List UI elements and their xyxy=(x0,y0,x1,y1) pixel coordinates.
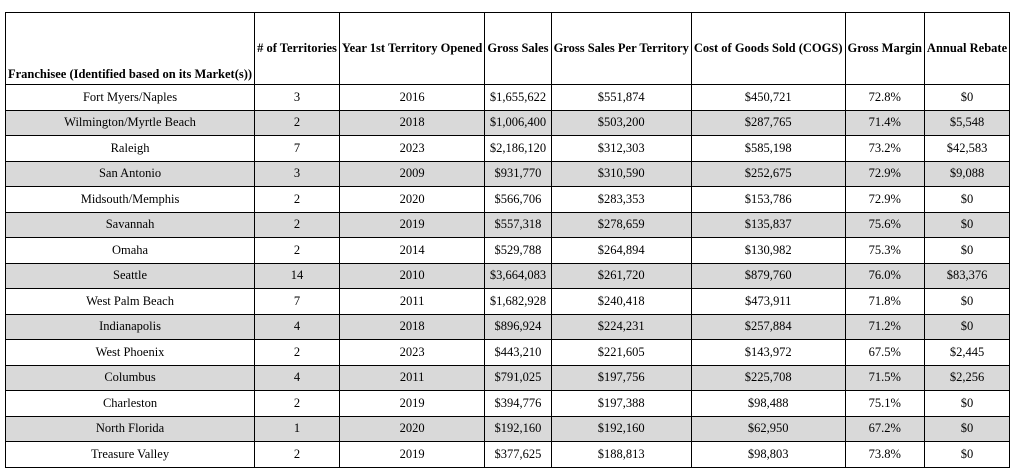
cell-gross-sales: $443,210 xyxy=(485,340,551,366)
header-gross-sales-per-territory: Gross Sales Per Territory xyxy=(551,13,691,85)
cell-year-opened: 2018 xyxy=(339,314,484,340)
header-year-opened: Year 1st Territory Opened xyxy=(339,13,484,85)
cell-gross-margin: 71.2% xyxy=(845,314,924,340)
cell-cogs: $98,803 xyxy=(691,442,845,468)
cell-gross-sales-per-territory: $310,590 xyxy=(551,161,691,187)
cell-annual-rebate: $9,088 xyxy=(924,161,1009,187)
cell-gross-margin: 71.4% xyxy=(845,110,924,136)
cell-annual-rebate: $0 xyxy=(924,314,1009,340)
table-header xyxy=(6,13,1010,85)
cell-annual-rebate: $0 xyxy=(924,289,1009,315)
table-row xyxy=(6,161,1010,187)
cell-cogs: $225,708 xyxy=(691,365,845,391)
cell-gross-margin: 75.6% xyxy=(845,212,924,238)
cell-annual-rebate: $83,376 xyxy=(924,263,1009,289)
cell-territories: 7 xyxy=(255,136,340,162)
header-franchisee: Franchisee (Identified based on its Market(s)) xyxy=(6,13,255,85)
cell-gross-sales: $566,706 xyxy=(485,187,551,213)
cell-year-opened: 2019 xyxy=(339,212,484,238)
franchisee-table xyxy=(5,12,1010,468)
cell-gross-margin: 73.2% xyxy=(845,136,924,162)
cell-annual-rebate: $42,583 xyxy=(924,136,1009,162)
cell-market: Treasure Valley xyxy=(6,442,255,468)
cell-territories: 3 xyxy=(255,161,340,187)
cell-territories: 2 xyxy=(255,212,340,238)
cell-territories: 4 xyxy=(255,365,340,391)
cell-territories: 1 xyxy=(255,416,340,442)
cell-market: Charleston xyxy=(6,391,255,417)
table-row xyxy=(6,110,1010,136)
cell-gross-margin: 75.3% xyxy=(845,238,924,264)
cell-gross-sales-per-territory: $278,659 xyxy=(551,212,691,238)
cell-market: Fort Myers/Naples xyxy=(6,85,255,111)
table-row xyxy=(6,238,1010,264)
table-row xyxy=(6,314,1010,340)
cell-gross-margin: 67.5% xyxy=(845,340,924,366)
cell-market: West Phoenix xyxy=(6,340,255,366)
cell-territories: 7 xyxy=(255,289,340,315)
header-row xyxy=(6,13,1010,85)
table-row xyxy=(6,212,1010,238)
cell-cogs: $252,675 xyxy=(691,161,845,187)
cell-cogs: $153,786 xyxy=(691,187,845,213)
cell-territories: 2 xyxy=(255,442,340,468)
cell-year-opened: 2011 xyxy=(339,289,484,315)
cell-year-opened: 2020 xyxy=(339,187,484,213)
cell-gross-sales-per-territory: $197,756 xyxy=(551,365,691,391)
cell-annual-rebate: $5,548 xyxy=(924,110,1009,136)
cell-cogs: $135,837 xyxy=(691,212,845,238)
cell-gross-margin: 71.8% xyxy=(845,289,924,315)
cell-year-opened: 2014 xyxy=(339,238,484,264)
cell-gross-sales-per-territory: $240,418 xyxy=(551,289,691,315)
cell-cogs: $130,982 xyxy=(691,238,845,264)
cell-gross-sales: $1,655,622 xyxy=(485,85,551,111)
cell-cogs: $879,760 xyxy=(691,263,845,289)
cell-gross-sales-per-territory: $503,200 xyxy=(551,110,691,136)
header-gross-sales: Gross Sales xyxy=(485,13,551,85)
cell-annual-rebate: $0 xyxy=(924,85,1009,111)
cell-market: West Palm Beach xyxy=(6,289,255,315)
cell-market: Seattle xyxy=(6,263,255,289)
cell-annual-rebate: $2,445 xyxy=(924,340,1009,366)
cell-territories: 2 xyxy=(255,187,340,213)
header-annual-rebate: Annual Rebate xyxy=(924,13,1009,85)
cell-annual-rebate: $0 xyxy=(924,238,1009,264)
cell-gross-sales: $3,664,083 xyxy=(485,263,551,289)
cell-cogs: $62,950 xyxy=(691,416,845,442)
cell-gross-sales: $931,770 xyxy=(485,161,551,187)
cell-market: Indianapolis xyxy=(6,314,255,340)
cell-gross-sales-per-territory: $261,720 xyxy=(551,263,691,289)
cell-annual-rebate: $0 xyxy=(924,187,1009,213)
cell-market: North Florida xyxy=(6,416,255,442)
header-territories: # of Territories xyxy=(255,13,340,85)
cell-gross-sales: $557,318 xyxy=(485,212,551,238)
cell-cogs: $585,198 xyxy=(691,136,845,162)
cell-gross-margin: 67.2% xyxy=(845,416,924,442)
cell-gross-margin: 72.9% xyxy=(845,187,924,213)
cell-market: Raleigh xyxy=(6,136,255,162)
cell-gross-sales-per-territory: $264,894 xyxy=(551,238,691,264)
table-row xyxy=(6,85,1010,111)
cell-gross-sales: $377,625 xyxy=(485,442,551,468)
cell-territories: 14 xyxy=(255,263,340,289)
cell-cogs: $450,721 xyxy=(691,85,845,111)
cell-gross-sales-per-territory: $551,874 xyxy=(551,85,691,111)
cell-gross-margin: 75.1% xyxy=(845,391,924,417)
cell-market: Wilmington/Myrtle Beach xyxy=(6,110,255,136)
cell-year-opened: 2009 xyxy=(339,161,484,187)
cell-annual-rebate: $0 xyxy=(924,391,1009,417)
cell-territories: 2 xyxy=(255,238,340,264)
cell-gross-margin: 71.5% xyxy=(845,365,924,391)
cell-territories: 2 xyxy=(255,391,340,417)
cell-year-opened: 2011 xyxy=(339,365,484,391)
header-cogs: Cost of Goods Sold (COGS) xyxy=(691,13,845,85)
cell-market: San Antonio xyxy=(6,161,255,187)
cell-gross-sales: $192,160 xyxy=(485,416,551,442)
cell-annual-rebate: $0 xyxy=(924,442,1009,468)
header-gross-margin: Gross Margin xyxy=(845,13,924,85)
table-row xyxy=(6,187,1010,213)
cell-territories: 3 xyxy=(255,85,340,111)
cell-gross-sales-per-territory: $224,231 xyxy=(551,314,691,340)
cell-annual-rebate: $0 xyxy=(924,416,1009,442)
cell-cogs: $473,911 xyxy=(691,289,845,315)
cell-market: Omaha xyxy=(6,238,255,264)
cell-year-opened: 2018 xyxy=(339,110,484,136)
cell-territories: 2 xyxy=(255,110,340,136)
cell-gross-sales-per-territory: $221,605 xyxy=(551,340,691,366)
cell-annual-rebate: $2,256 xyxy=(924,365,1009,391)
table-row xyxy=(6,136,1010,162)
cell-gross-margin: 73.8% xyxy=(845,442,924,468)
cell-year-opened: 2016 xyxy=(339,85,484,111)
cell-gross-sales-per-territory: $188,813 xyxy=(551,442,691,468)
table-row xyxy=(6,340,1010,366)
cell-market: Savannah xyxy=(6,212,255,238)
cell-gross-margin: 72.8% xyxy=(845,85,924,111)
cell-cogs: $287,765 xyxy=(691,110,845,136)
cell-gross-sales: $529,788 xyxy=(485,238,551,264)
cell-year-opened: 2020 xyxy=(339,416,484,442)
cell-gross-sales: $1,006,400 xyxy=(485,110,551,136)
table-row xyxy=(6,416,1010,442)
cell-gross-margin: 76.0% xyxy=(845,263,924,289)
cell-gross-sales: $1,682,928 xyxy=(485,289,551,315)
cell-territories: 4 xyxy=(255,314,340,340)
cell-territories: 2 xyxy=(255,340,340,366)
cell-gross-sales-per-territory: $197,388 xyxy=(551,391,691,417)
cell-market: Columbus xyxy=(6,365,255,391)
cell-gross-margin: 72.9% xyxy=(845,161,924,187)
cell-gross-sales: $394,776 xyxy=(485,391,551,417)
table-row xyxy=(6,365,1010,391)
cell-gross-sales-per-territory: $312,303 xyxy=(551,136,691,162)
table-row xyxy=(6,442,1010,468)
cell-gross-sales-per-territory: $192,160 xyxy=(551,416,691,442)
cell-gross-sales: $896,924 xyxy=(485,314,551,340)
cell-market: Midsouth/Memphis xyxy=(6,187,255,213)
cell-cogs: $257,884 xyxy=(691,314,845,340)
cell-annual-rebate: $0 xyxy=(924,212,1009,238)
cell-cogs: $143,972 xyxy=(691,340,845,366)
cell-gross-sales: $791,025 xyxy=(485,365,551,391)
cell-year-opened: 2019 xyxy=(339,391,484,417)
cell-year-opened: 2023 xyxy=(339,136,484,162)
cell-gross-sales-per-territory: $283,353 xyxy=(551,187,691,213)
table-row xyxy=(6,263,1010,289)
cell-cogs: $98,488 xyxy=(691,391,845,417)
cell-year-opened: 2019 xyxy=(339,442,484,468)
cell-gross-sales: $2,186,120 xyxy=(485,136,551,162)
cell-year-opened: 2010 xyxy=(339,263,484,289)
cell-year-opened: 2023 xyxy=(339,340,484,366)
table-row xyxy=(6,289,1010,315)
table-body xyxy=(6,85,1010,468)
table-row xyxy=(6,391,1010,417)
